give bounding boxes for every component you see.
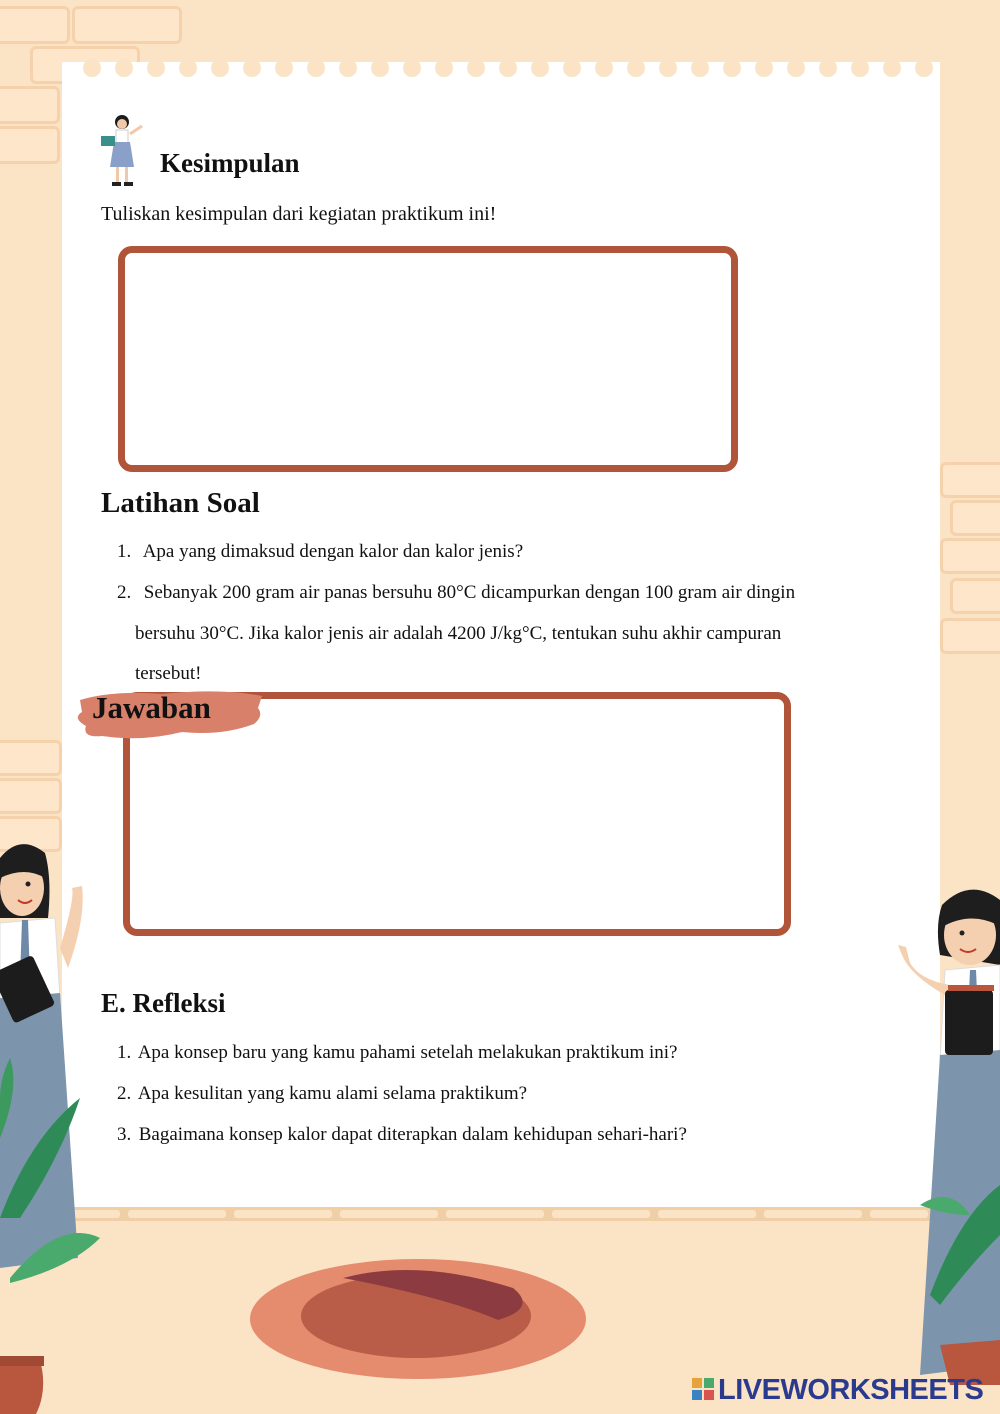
latihan-question-1: [117, 541, 523, 563]
question-number: 1.: [117, 1042, 132, 1063]
student-pointing-illustration: [890, 885, 1000, 1385]
student-reading-illustration: [98, 112, 150, 192]
latihan-question-2-line-3: tersebut!: [135, 663, 202, 684]
latihan-answer-input[interactable]: [142, 739, 776, 923]
question-text: Apa konsep baru yang kamu pahami setelah melakukan praktikum ini?: [137, 1042, 678, 1063]
kesimpulan-answer-input[interactable]: [135, 263, 725, 459]
refleksi-question-1: [117, 1042, 677, 1064]
kesimpulan-instruction: Tuliskan kesimpulan dari kegiatan praktikum ini!: [101, 203, 497, 225]
latihan-question-2-line-2: bersuhu 30°C. Jika kalor jenis air adalah 4200 J/kg°C, tentukan suhu akhir campuran: [135, 623, 782, 644]
kesimpulan-title: Kesimpulan: [160, 148, 300, 178]
refleksi-question-2: [117, 1083, 527, 1105]
plant-pot: [0, 1300, 60, 1414]
paper-scalloped-edge: [62, 56, 940, 96]
liveworksheets-logo-icon: [692, 1378, 714, 1400]
question-text: Bagaimana konsep kalor dapat diterapkan dalam kehidupan sehari-hari?: [138, 1124, 687, 1145]
question-number: 2.: [117, 582, 132, 603]
liveworksheets-logo-text: LIVEWORKSHEETS: [718, 1374, 984, 1406]
kesimpulan-answer-box: [118, 246, 738, 472]
jawaban-label: Jawaban: [92, 690, 211, 725]
refleksi-title: E. Refleksi: [101, 988, 226, 1018]
question-number: 3.: [117, 1124, 132, 1145]
question-number: 1.: [117, 541, 132, 562]
rug: [248, 1258, 588, 1380]
latihan-title: Latihan Soal: [101, 487, 260, 519]
question-text: Apa yang dimaksud dengan kalor dan kalor jenis?: [142, 541, 524, 562]
student-waving-illustration: [0, 838, 110, 1288]
floor-trim: [70, 1207, 930, 1221]
latihan-question-2: [117, 582, 795, 604]
question-text: Apa kesulitan yang kamu alami selama praktikum?: [137, 1083, 528, 1104]
question-number: 2.: [117, 1083, 132, 1104]
question-text: Sebanyak 200 gram air panas bersuhu 80°C dicampurkan dengan 100 gram air dingin: [143, 582, 796, 603]
refleksi-question-3: [117, 1124, 687, 1146]
